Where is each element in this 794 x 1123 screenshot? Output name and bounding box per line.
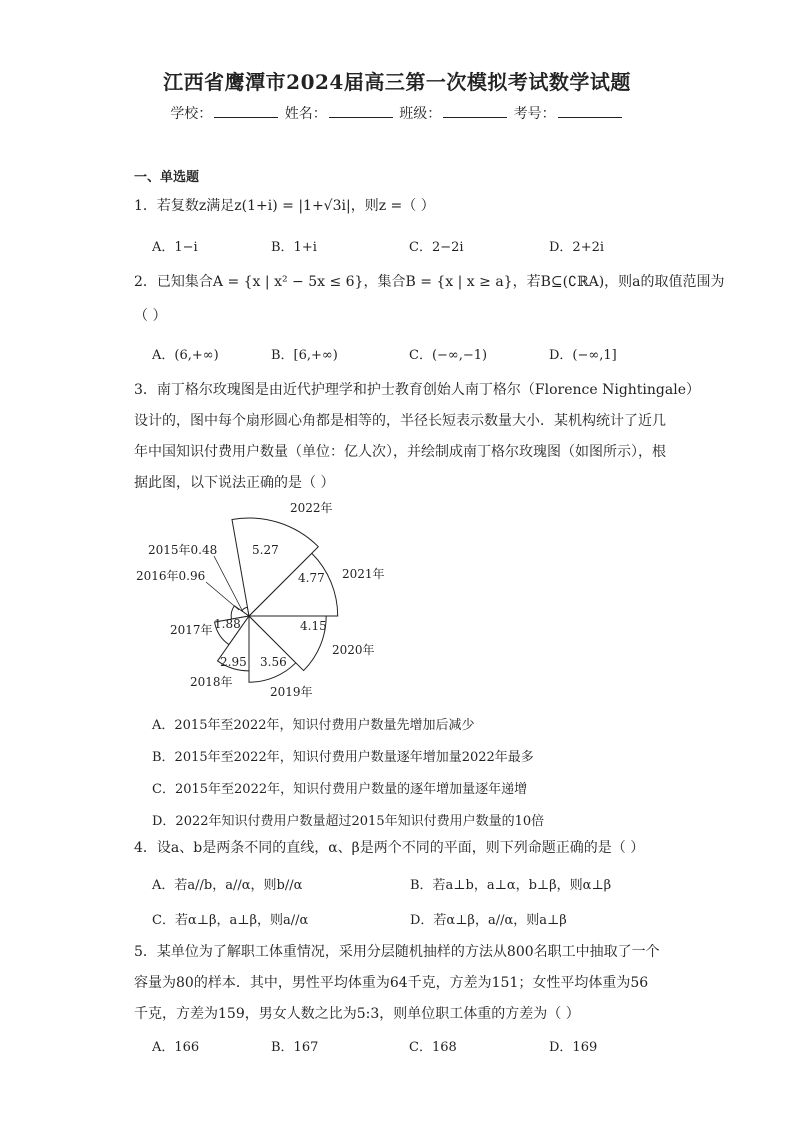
q5-option-b: B．167 xyxy=(271,1040,319,1055)
class-blank[interactable] xyxy=(443,105,507,118)
id-blank[interactable] xyxy=(558,105,622,118)
school-label: 学校： xyxy=(170,106,213,122)
nightingale-rose-chart xyxy=(120,496,400,702)
q1-option-d: D．2+2i xyxy=(549,240,605,255)
question-2-text: 2．已知集合A = {x | x² − 5x ≤ 6}，集合B = {x | x ≥ a}，若B⊆(∁ℝA)，则a的取值范围为 xyxy=(134,274,725,290)
question-5-line-1: 5．某单位为了解职工体重情况，采用分层随机抽样的方法从800名职工中抽取了一个 xyxy=(134,944,660,960)
q2-option-d: D．(−∞,1] xyxy=(549,348,617,363)
school-blank[interactable] xyxy=(214,105,278,118)
q2-option-b: B．[6,+∞) xyxy=(271,348,338,363)
question-3-line-2: 设计的，图中每个扇形圆心角都是相等的，半径长短表示数量大小．某机构统计了近几 xyxy=(134,413,666,429)
q5-option-d: D．169 xyxy=(549,1040,598,1055)
question-3-line-3: 年中国知识付费用户数量（单位：亿人次），并绘制成南丁格尔玫瑰图（如图所示），根 xyxy=(134,444,666,460)
q3-option-c: C．2015年至2022年，知识付费用户数量的逐年增加量逐年递增 xyxy=(152,782,528,797)
rose-leader-line-2016 xyxy=(206,582,239,610)
page-title: 江西省鹰潭市2024届高三第一次模拟考试数学试题 xyxy=(163,70,631,94)
q1-option-a: A．1−i xyxy=(152,240,198,255)
rose-value-label-2018: 2.95 xyxy=(220,655,247,669)
question-1-text: 1．若复数z满足z(1+i) = |1+√3i|，则z =（ ） xyxy=(134,198,435,214)
rose-category-label-2017: 2017年 xyxy=(170,623,213,637)
question-5-line-2: 容量为80的样本．其中，男性平均体重为64千克，方差为151；女性平均体重为56 xyxy=(134,975,649,991)
rose-category-label-2019: 2019年 xyxy=(270,685,313,699)
rose-leader-line-2015 xyxy=(214,556,243,612)
q5-option-c: C．168 xyxy=(409,1040,457,1055)
question-4-text: 4．设a、b是两条不同的直线，α、β是两个不同的平面，则下列命题正确的是（ ） xyxy=(134,840,645,856)
q5-option-a: A．166 xyxy=(152,1040,200,1055)
rose-category-label-2020: 2020年 xyxy=(332,643,375,657)
rose-category-label-2016: 2016年0.96 xyxy=(136,569,206,583)
rose-category-label-2022: 2022年 xyxy=(290,501,333,515)
rose-category-label-2021: 2021年 xyxy=(342,567,385,581)
q2-option-c: C．(−∞,−1) xyxy=(409,348,488,363)
q4-option-b: B．若a⊥b，a⊥α，b⊥β，则α⊥β xyxy=(410,878,612,893)
student-info-fields xyxy=(0,103,794,123)
q4-option-c: C．若α⊥β，a⊥β，则a//α xyxy=(152,913,309,928)
rose-category-label-2015: 2015年0.48 xyxy=(148,543,218,557)
rose-value-label-2020: 4.15 xyxy=(300,619,327,633)
q2-option-a: A．(6,+∞) xyxy=(152,348,219,363)
question-3-line-4: 据此图，以下说法正确的是（ ） xyxy=(134,475,335,491)
rose-value-label-2019: 3.56 xyxy=(260,655,287,669)
q3-option-b: B．2015年至2022年，知识付费用户数量逐年增加量2022年最多 xyxy=(152,750,534,765)
question-3-line-1: 3．南丁格尔玫瑰图是由近代护理学和护士教育创始人南丁格尔（Florence Nightingale） xyxy=(134,382,700,398)
question-2-text-cont: （ ） xyxy=(134,308,167,324)
id-label: 考号： xyxy=(513,106,556,122)
rose-value-label-2021: 4.77 xyxy=(298,571,325,585)
rose-category-label-2018: 2018年 xyxy=(190,675,233,689)
name-label: 姓名： xyxy=(284,106,327,122)
name-blank[interactable] xyxy=(329,105,393,118)
q4-option-d: D．若α⊥β，a//α，则a⊥β xyxy=(410,913,567,928)
rose-value-label-2017: 1.88 xyxy=(214,617,241,631)
section-heading: 一、单选题 xyxy=(134,170,200,185)
question-5-line-3: 千克，方差为159，男女人数之比为5:3，则单位职工体重的方差为（ ） xyxy=(134,1006,580,1022)
class-label: 班级： xyxy=(399,106,442,122)
rose-value-label-2022: 5.27 xyxy=(252,543,279,557)
q4-option-a: A．若a//b，a//α，则b//α xyxy=(152,878,303,893)
q1-option-c: C．2−2i xyxy=(409,240,464,255)
q3-option-d: D．2022年知识付费用户数量超过2015年知识付费用户数量的10倍 xyxy=(152,814,545,829)
q1-option-b: B．1+i xyxy=(271,240,317,255)
q3-option-a: A．2015年至2022年，知识付费用户数量先增加后减少 xyxy=(152,718,475,733)
